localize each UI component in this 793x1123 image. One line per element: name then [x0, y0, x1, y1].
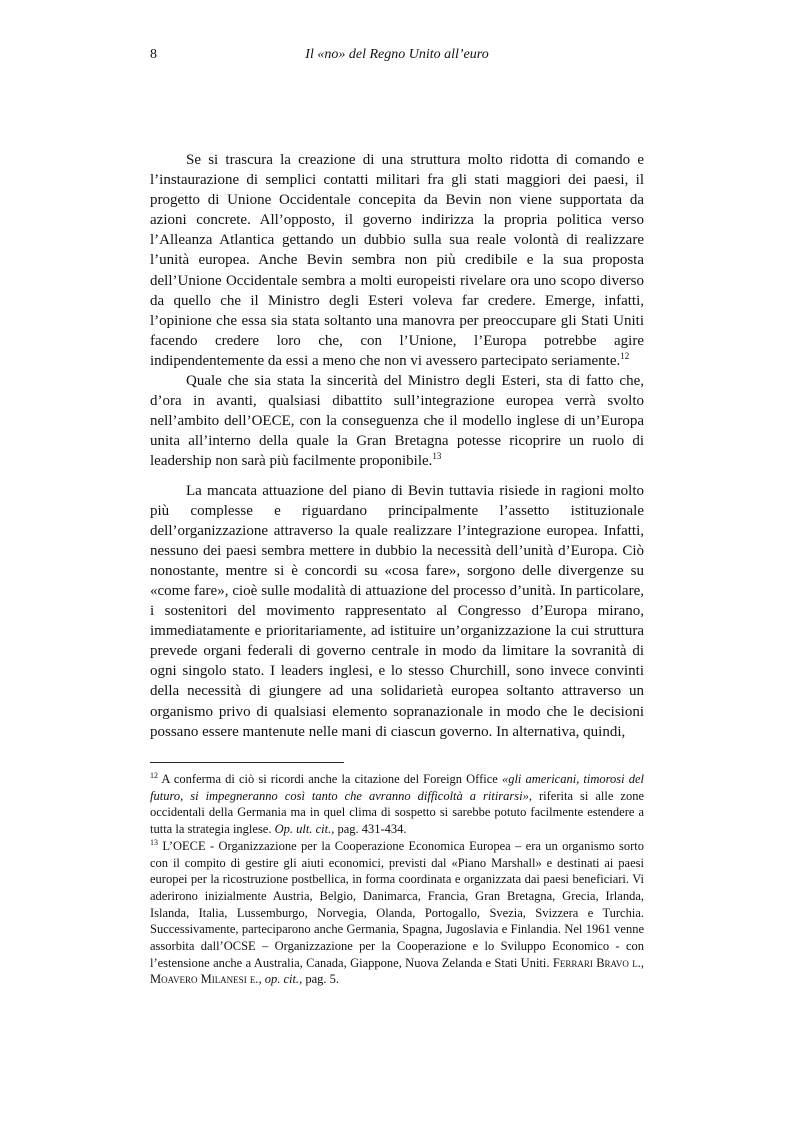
footnote-12-text-2: , riferita si alle zone occidentali della Germania ma in quel clima di sospetto si sarebbe potuto facilmente estendere a tutta la strategia inglese.: [150, 788, 644, 837]
body-text: [150, 150, 644, 742]
footnote-13: [150, 838, 644, 988]
page-number: 8: [150, 47, 157, 62]
footnote-12-text: A conferma di ciò si ricordi anche la citazione del Foreign Office: [161, 772, 502, 786]
footnote-12-quote: «gli americani, timorosi del futuro, si impegneranno così tanto che avranno difficoltà a ritirarsi»: [150, 772, 644, 803]
footnote-13-separator-2: ,: [258, 972, 265, 987]
paragraph-1-text: Se si trascura la creazione di una struttura molto ridotta di comando e l’instaurazione di semplici contatti militari fra gli stati maggiori dei paesi, il progetto di Unione Occidentale concepita da Bevin non viene supportata da azioni concrete. All’opposto, il governo indirizza la propria politica verso l’Alleanza Atlantica gettando un dubbio sulla sua reale volontà di realizzare l’unità europea. Anche Bevin sembra non più credibile e la sua proposta dell’Unione Occidentale sembra a molti europeisti rivelare ora uno scopo diverso da quello che il Ministro degli Esteri voleva far credere. Emerge, infatti, l’opinione che essa sia stata soltanto una manovra per preoccupare gli Stati Uniti facendo credere loro che, con l’Unione, l’Europa potrebbe agire indipendentemente da essi a meno che non vi avessero partecipato seriamente.: [150, 152, 644, 369]
page-header: [150, 47, 644, 67]
paragraph-2: [150, 371, 644, 471]
footnote-ref-13[interactable]: 13: [432, 451, 442, 462]
footnote-separator: [150, 762, 344, 763]
running-title: Il «no» del Regno Unito all’euro: [305, 47, 489, 62]
footnote-13-author-1: Ferrari Bravo: [552, 955, 629, 970]
footnote-12-number: 12: [150, 771, 158, 780]
footnote-13-number: 13: [150, 837, 158, 847]
footnote-13-reference: op. cit.: [264, 972, 300, 987]
footnote-ref-12[interactable]: 12: [620, 350, 630, 361]
paragraph-1: [150, 150, 644, 371]
footnote-13-initial-1: l.: [628, 955, 641, 970]
footnote-13-separator: ,: [640, 955, 644, 970]
paragraph-3: [150, 481, 644, 742]
footnote-13-author-2: Moavero Milanesi: [150, 972, 247, 987]
paragraph-3-text: La mancata attuazione del piano di Bevin tuttavia risiede in ragioni molto più complesse e riguardano principalmente l’assetto istituzionale dell’organizzazione attraverso la quale realizzare l’integrazione europea. Infatti, nessuno dei paesi sembra mettere in dubbio la necessità dell’unità d’Europa. Ciò nonostante, mentre si è concordi su «cosa fare», sorgono delle divergenze su «come fare», cioè sulle modalità di attuazione del processo d’unità. In particolare, i sostenitori del movimento rappresentato al Congresso d’Europa mirano, immediatamente e prioritariamente, ad istituire un’organizzazione la cui struttura prevede organi federali di governo centrale in modo da limitare la sovranità di ogni singolo stato. I leaders inglesi, e lo stesso Churchill, sono invece convinti della necessità di giungere ad una solidarietà europea soltanto attraverso un organismo privo di qualsiasi elemento sopranazionale in modo che le decisioni possano essere mantenute nelle mani di ciascun governo. In alternativa, quindi,: [150, 482, 644, 740]
footnote-12-pages: , pag. 431-434.: [331, 822, 407, 837]
footnote-13-text: L’OECE - Organizzazione per la Cooperazione Economica Europea – era un organismo sorto con il compito di gestire gli aiuti economici, previsti dal «Piano Marshall» e destinati ai paesi europei per la ricostruzione postbellica, in forma coordinata e organizzata dai paesi beneficiari. Vi aderirono inizialmente Austria, Belgio, Danimarca, Francia, Gran Bretagna, Grecia, Irlanda, Islanda, Italia, Lussemburgo, Norvegia, Olanda, Portogallo, Svezia, Svizzera e Turchia. Successivamente, parteciparono anche Germania, Spagna, Jugoslavia e Finlandia. Nel 1961 venne assorbita dall’OCSE – Organizzazione per la Cooperazione e lo Sviluppo Economico - con l’estensione anche a Australia, Canada, Giappone, Nuova Zelanda e Stati Uniti.: [150, 838, 645, 970]
footnote-13-pages: , pag. 5.: [299, 972, 339, 987]
footnote-12-reference: Op. ult. cit.: [274, 822, 332, 837]
footnote-12: [150, 771, 644, 838]
footnote-13-initial-2: e.: [246, 972, 259, 987]
paragraph-2-text: Quale che sia stata la sincerità del Ministro degli Esteri, sta di fatto che, d’ora in avanti, qualsiasi dibattito sull’integrazione europea verrà svolto nell’ambito dell’OECE, con la conseguenza che il modello inglese di un’Europa unita all’interno della quale la Gran Bretagna potesse ricoprire un ruolo di leadership non sarà più facilmente proponibile.: [150, 373, 644, 470]
footnotes: [150, 771, 644, 988]
